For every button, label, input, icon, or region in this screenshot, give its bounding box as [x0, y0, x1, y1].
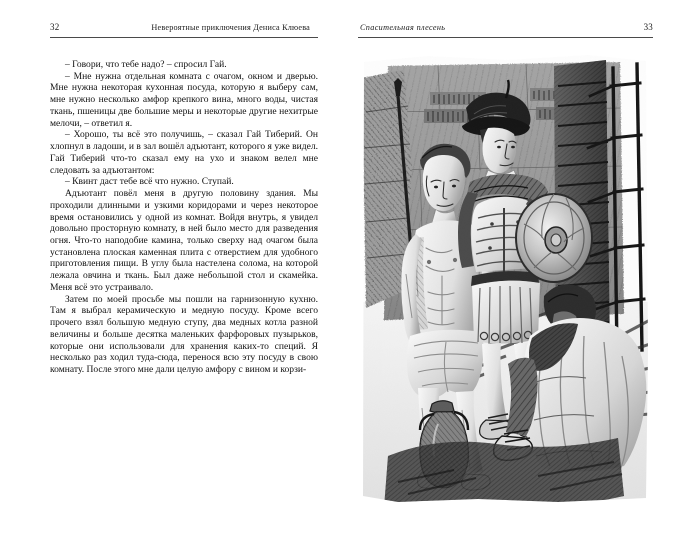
right-page-number: 33	[643, 22, 653, 32]
illustration-frame	[358, 52, 653, 504]
left-page-number: 32	[50, 22, 60, 32]
paragraph: – Мне нужна отдельная комната с очагом, окном и дверью. Мне нужна некоторая кухонная посуда, которую я выберу сам, мне нужно несколько амфор крепкого вина, много воды, чистая ткань, пшеницы две большие меры и некоторые другие нехитрые мелочи, – ответил я.	[50, 70, 318, 129]
roman-soldier-illustration	[358, 52, 653, 504]
right-page	[342, 0, 683, 540]
right-running-head-title: Спасительная плесень	[360, 23, 446, 32]
paragraph: Затем по моей просьбе мы пошли на гарнизонную кухню. Там я выбрал керамическую и медную посуду. Кроме всего прочего взял большую медную ступу, два медных котла разной величины и больше десятка маленьких фарфоровых пузырьков, которые они использовали для хранения каких-то специй. Я несколько раз ходил туда-сюда, перенося всю эту посуду в свою комнату. После этого мне дали целую амфору с вином и корзи-	[50, 293, 318, 376]
paragraph: – Квинт даст тебе всё что нужно. Ступай.	[65, 176, 234, 188]
left-page-body	[50, 59, 318, 376]
paragraph: – Говори, что тебе надо? – спросил Гай.	[65, 59, 227, 70]
paragraph: Адъютант повёл меня в другую половину здания. Мы проходили длинными и узкими коридорами и через некоторое время остановились у одной из комнат. Войдя внутрь, я увидел довольно просторную комнату, в ней было место для разведения огня. Что-то наподобие камина, только сверху над очагом была установлена плоская каменная плита с отверстием для удобного приготовления пищи. В углу была настелена солома, на которой лежала овчина и ткань. Был даже небольшой стол и скамейка. Меня всё это устраивало.	[50, 188, 318, 293]
left-running-head-title: Невероятные приключения Дениса Клюева	[151, 23, 310, 32]
right-running-head	[358, 22, 653, 38]
left-running-head	[50, 22, 318, 38]
paragraph: – Хорошо, ты всё это получишь, – сказал Гай Тиберий. Он хлопнул в ладоши, и в зал вошёл адъютант, которого я уже видел. Гай Тиберий что-то сказал ему на ухо и знаком велел мне следовать за адъютантом:	[50, 129, 318, 176]
